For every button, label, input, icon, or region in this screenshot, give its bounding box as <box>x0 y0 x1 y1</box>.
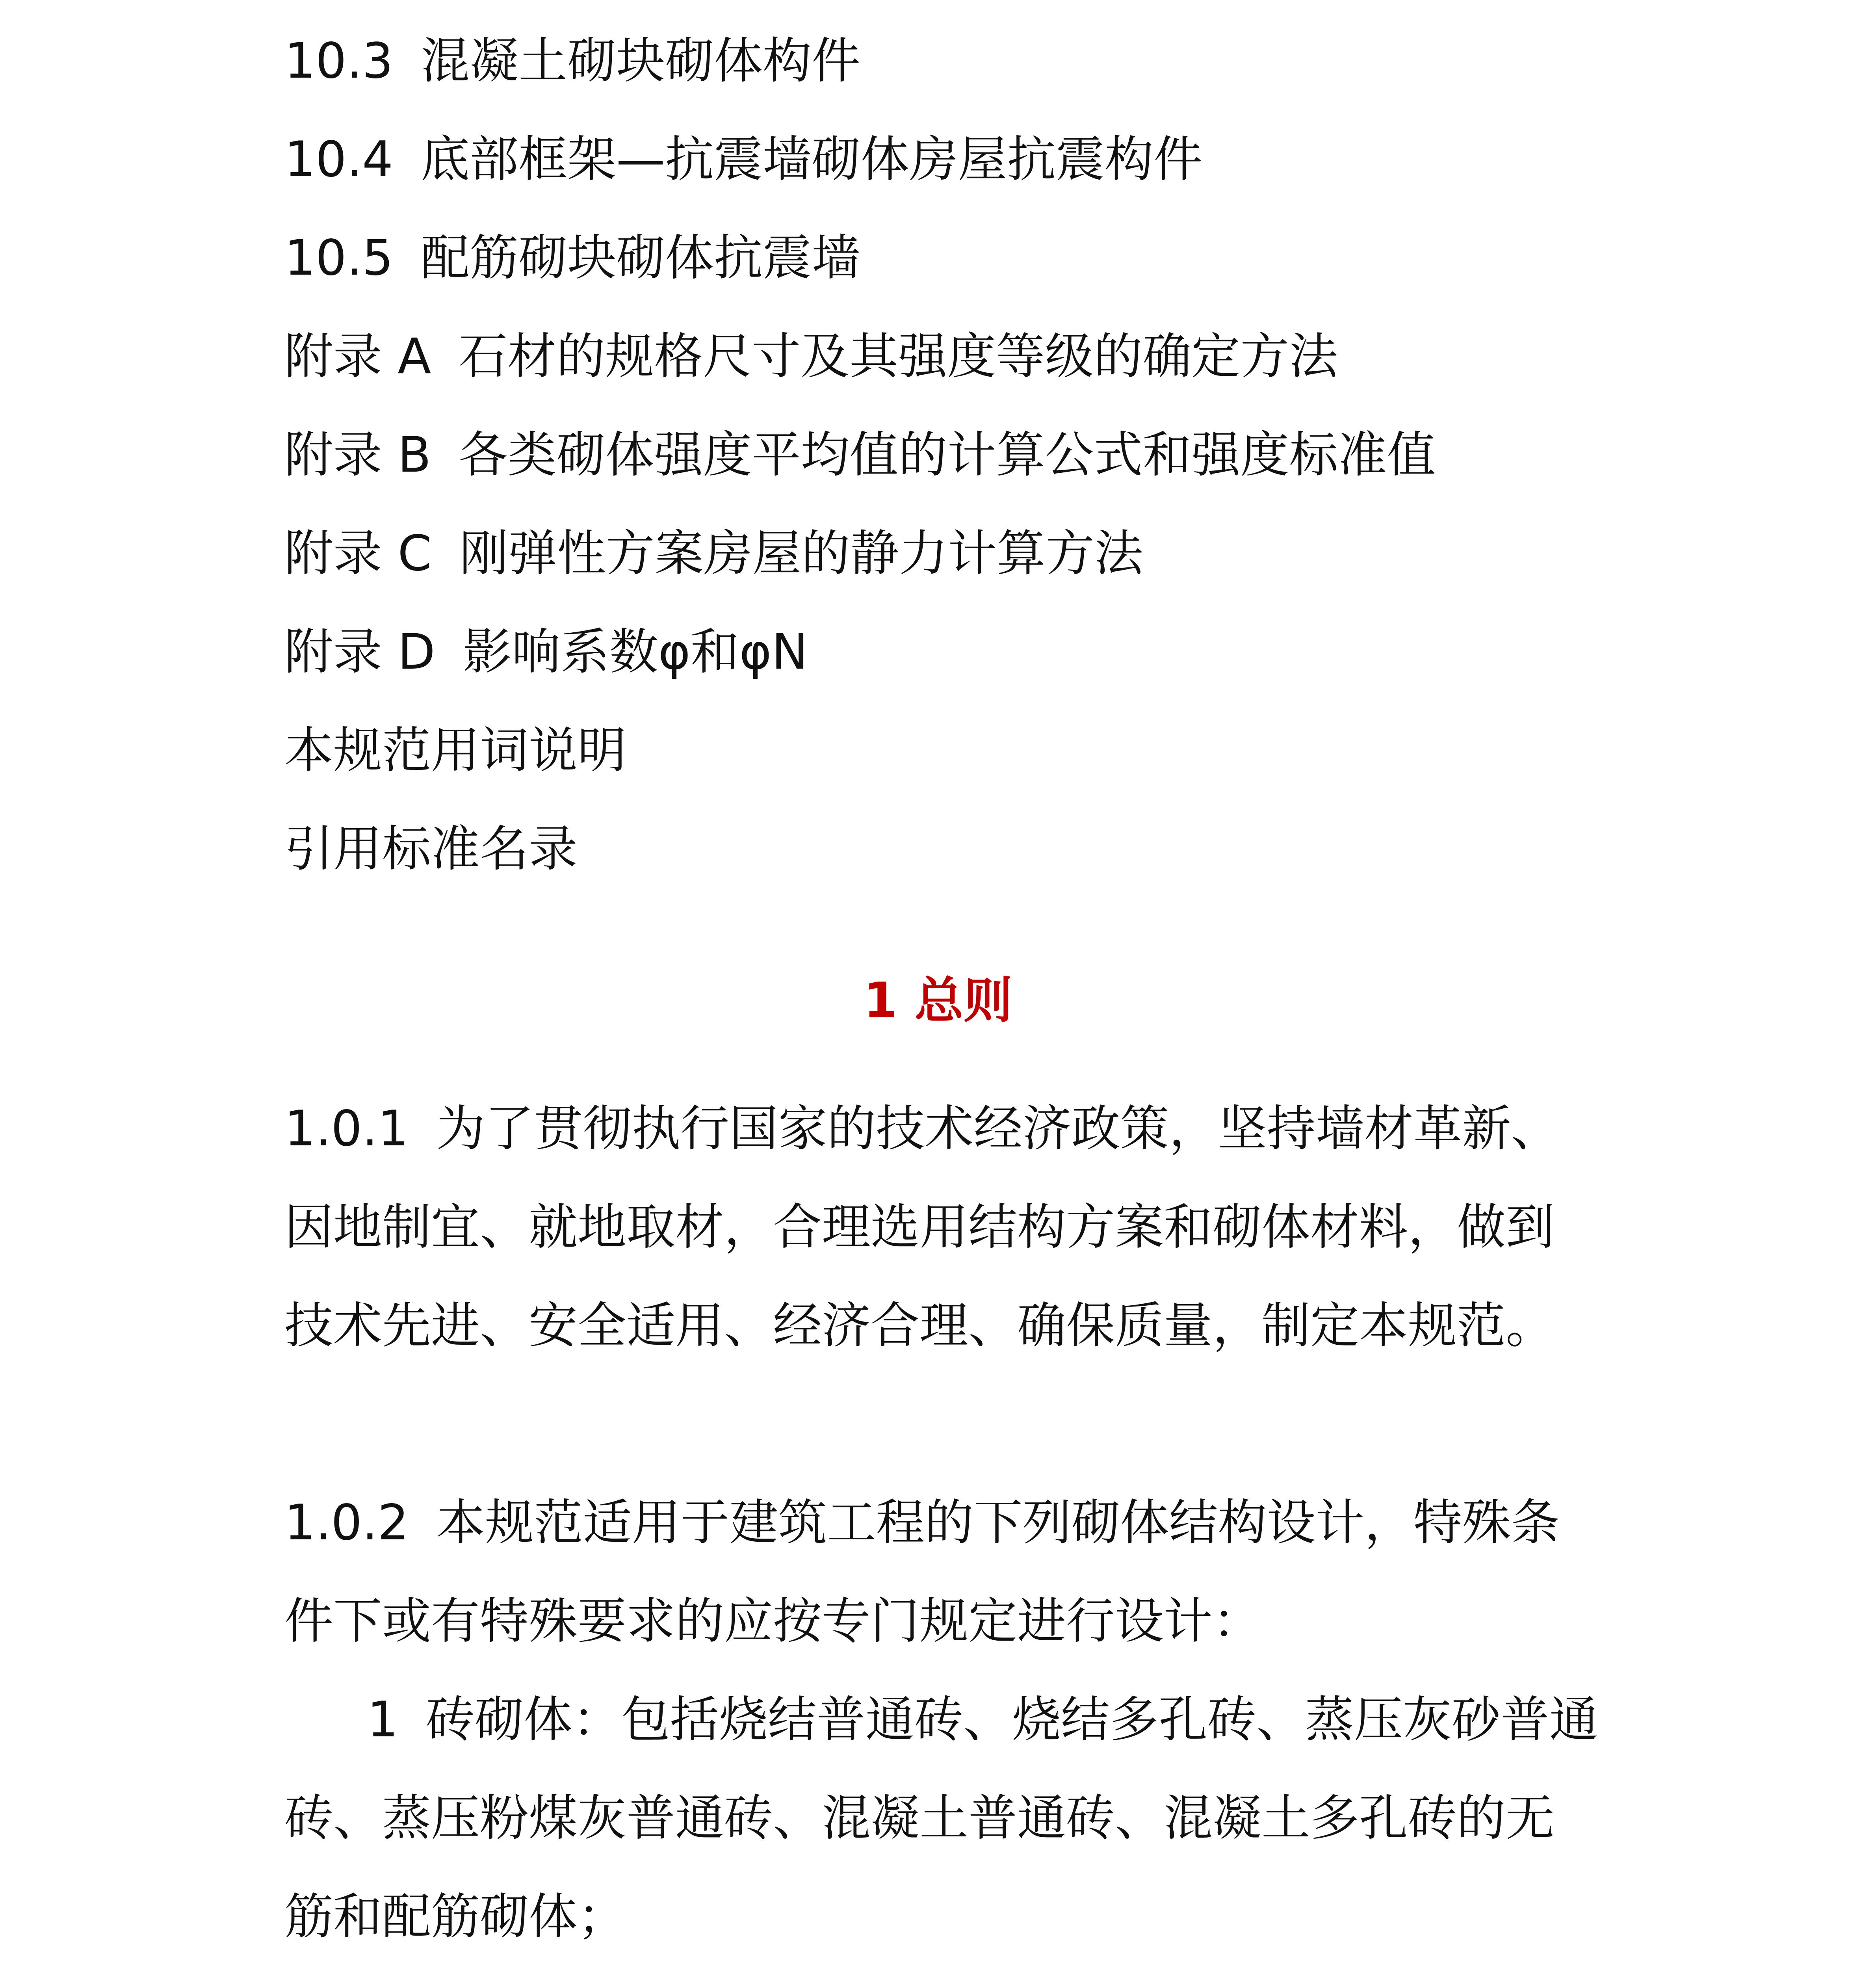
toc-entry-title: 各类砌体强度平均值的计算公式和强度标准值 <box>459 427 1436 483</box>
toc-entry-number: 附录 D <box>284 624 435 680</box>
toc-entry <box>284 406 1703 504</box>
toc-entry-title: 刚弹性方案房屋的静力计算方法 <box>459 525 1144 582</box>
toc-entry <box>284 701 1703 800</box>
toc-entry <box>284 209 1703 307</box>
toc-entry-number: 附录 C <box>284 525 432 582</box>
toc-entry-number: 10.3 <box>284 33 394 89</box>
list-item <box>284 1671 1600 1966</box>
toc-entry-title: 引用标准名录 <box>284 821 578 877</box>
chapter-title: 1 总则 <box>864 972 1012 1029</box>
clause-1-0-1 <box>284 1080 1600 1375</box>
toc-entry-number: 10.5 <box>284 230 394 286</box>
toc-entry-number: 10.4 <box>284 131 394 188</box>
toc-entry <box>284 307 1703 406</box>
table-of-contents <box>284 12 1703 898</box>
toc-entry-title: 石材的规格尺寸及其强度等级的确定方法 <box>459 328 1338 385</box>
list-item-text: 砖砌体：包括烧结普通砖、烧结多孔砖、蒸压灰砂普通砖、蒸压粉煤灰普通砖、混凝土普通砖、混凝土多孔砖的无筋和配筋砌体； <box>284 1691 1598 1945</box>
clause-paragraph <box>284 1474 1600 1671</box>
toc-entry-title: 影响系数φ和φN <box>462 624 808 680</box>
toc-entry <box>284 603 1703 701</box>
toc-entry <box>284 800 1703 898</box>
toc-entry <box>284 110 1703 209</box>
clause-text: 本规范适用于建筑工程的下列砌体结构设计，特殊条件下或有特殊要求的应按专门规定进行设计： <box>284 1494 1560 1650</box>
list-item <box>284 1966 1600 1970</box>
clause-text: 为了贯彻执行国家的技术经济政策，坚持墙材革新、因地制宜、就地取材，合理选用结构方案和砌体材料，做到技术先进、安全适用、经济合理、确保质量，制定本规范。 <box>284 1100 1560 1354</box>
toc-entry-number: 附录 B <box>284 427 431 483</box>
toc-entry <box>284 504 1703 603</box>
toc-entry-title: 混凝土砌块砌体构件 <box>421 33 861 89</box>
toc-entry-title: 配筋砌块砌体抗震墙 <box>421 230 861 286</box>
toc-entry-title: 底部框架—抗震墙砌体房屋抗震构件 <box>421 131 1203 188</box>
clause-number: 1.0.2 <box>284 1494 409 1551</box>
toc-entry-number: 附录 A <box>284 328 431 385</box>
list-item-number: 1 <box>367 1691 398 1748</box>
clause-1-0-2 <box>284 1474 1600 1970</box>
toc-entry <box>284 12 1703 110</box>
clause-number: 1.0.1 <box>284 1100 409 1157</box>
clause-paragraph <box>284 1080 1600 1375</box>
toc-entry-title: 本规范用词说明 <box>284 722 627 779</box>
